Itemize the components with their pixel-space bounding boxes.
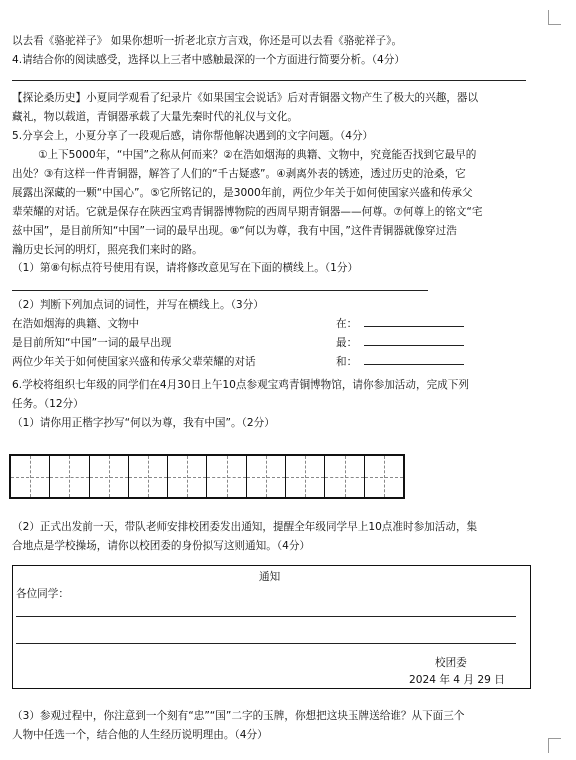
passage-line: ①上下5000年，“中国”之称从何而来？②在浩如烟海的典籍、文物中，究竟能否找到它最早的 <box>38 149 477 161</box>
crop-mark-bottom-right <box>548 738 561 753</box>
subquestion-2: （2）正式出发前一天，带队老师安排校团委发出通知，提醒全年级同学早上10点准时参加活动，集 <box>12 521 478 533</box>
grid-cell[interactable] <box>286 456 325 497</box>
text-line: 合地点是学校操场，请你以校团委的身份拟写这则通知。（4分） <box>12 540 311 552</box>
text-line: 藏礼，物以载道，青铜器承载了大量先秦时代的礼仪与文化。 <box>12 111 299 123</box>
grid-cell[interactable] <box>247 456 286 497</box>
grid-cell[interactable] <box>129 456 168 497</box>
question-4: 4.请结合你的阅读感受，选择以上三者中感触最深的一个方面进行简要分析。（4分） <box>12 54 405 66</box>
passage-line: 兹中国”，是目前所知“中国”一词的最早出现。⑧“何以为尊，我有中国，”这件青铜器就像穿过浩 <box>12 225 457 237</box>
passage-line: 出处？③有这样一件青铜器，解答了人们的“千古疑惑”。④剥离外表的锈迹，透过历史的沧桑，它 <box>12 168 466 180</box>
text-line: 任务。（12分） <box>12 398 84 410</box>
notice-box <box>12 565 531 689</box>
grid-cell[interactable] <box>50 456 89 497</box>
subquestion-3: （3）参观过程中，你注意到一个刻有“忠”“国”二字的玉牌，你想把这块玉牌送给谁？从下面三个 <box>12 710 465 722</box>
answer-line[interactable] <box>12 290 428 291</box>
text-line: 以去看《骆驼祥子》 如果你想听一折老北京方言戏，你还是可以去看《骆驼祥子》。 <box>12 35 403 47</box>
notice-signature: 校团委 <box>435 657 467 669</box>
item-label: 最： <box>336 337 358 349</box>
question-5: 5.分享会上，小夏分享了一段观后感，请你帮他解决遇到的文字问题。（4分） <box>12 130 374 142</box>
answer-line[interactable] <box>12 80 526 81</box>
passage-line: 瀚历史长河的明灯，照亮我们来时的路。 <box>12 244 203 256</box>
subquestion-2: （2）判断下列加点词的词性，并写在横线上。（3分） <box>12 299 264 311</box>
subquestion-1: （1）第⑧句标点符号使用有误，请将修改意见写在下面的横线上。（1分） <box>12 262 359 274</box>
item-label: 和： <box>336 356 358 368</box>
item-text: 是目前所知“中国”一词的最早出现 <box>12 337 172 349</box>
answer-line[interactable] <box>364 364 464 365</box>
grid-cell[interactable] <box>365 456 403 497</box>
answer-line[interactable] <box>364 345 464 346</box>
item-label: 在： <box>336 318 358 330</box>
passage-line: 辈荣耀的对话。它就是保存在陕西宝鸡青铜器博物院的西周早期青铜器——何尊。⑦何尊上的铭文“宅 <box>12 206 483 218</box>
item-text: 在浩如烟海的典籍、文物中 <box>12 318 140 330</box>
answer-line[interactable] <box>16 616 516 617</box>
grid-cell[interactable] <box>90 456 129 497</box>
section-heading: 【探论桑历史】小夏同学观看了纪录片《如果国宝会说话》后对青铜器文物产生了极大的兴趣，器以 <box>12 92 479 104</box>
text-line: 人物中任选一个，结合他的人生经历说明理由。（4分） <box>12 729 268 741</box>
passage-line: 展露出深藏的一颗“中国心”。⑤它所铭记的，是3000年前，两位少年关于如何使国家兴盛和传承父 <box>12 187 473 199</box>
subquestion-1: （1）请你用正楷字抄写“何以为尊，我有中国”。（2分） <box>12 417 275 429</box>
grid-cell[interactable] <box>325 456 364 497</box>
crop-mark-top-right <box>548 10 561 25</box>
grid-cell[interactable] <box>168 456 207 497</box>
grid-cell[interactable] <box>11 456 50 497</box>
answer-line[interactable] <box>364 326 464 327</box>
item-text: 两位少年关于如何使国家兴盛和传承父辈荣耀的对话 <box>12 356 256 368</box>
notice-greeting: 各位同学： <box>16 588 69 600</box>
grid-cell[interactable] <box>207 456 246 497</box>
answer-line[interactable] <box>16 643 516 644</box>
writing-grid[interactable] <box>9 454 405 499</box>
notice-date: 2024 年 4 月 29 日 <box>409 674 505 686</box>
question-6: 6.学校将组织七年级的同学们在4月30日上午10点参观宝鸡青铜博物馆，请你参加活动，完成下列 <box>12 379 469 391</box>
notice-title: 通知 <box>259 571 281 583</box>
